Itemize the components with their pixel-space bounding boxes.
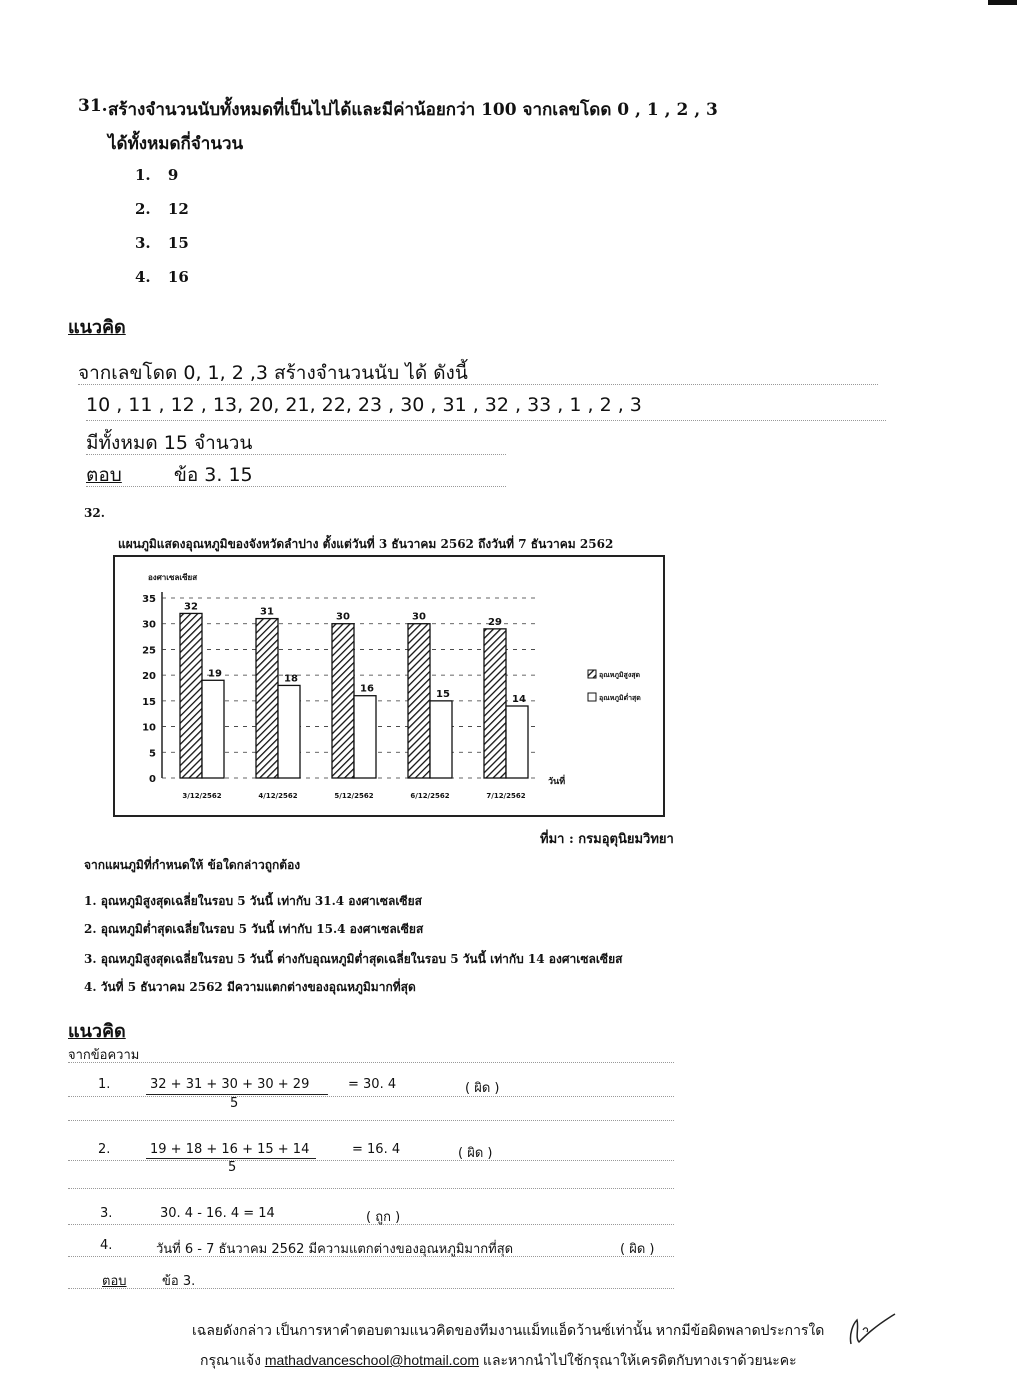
choice-text: 15 <box>167 234 189 252</box>
y-tick-label: 15 <box>142 696 156 708</box>
sol32-item2-denominator: 5 <box>228 1160 237 1175</box>
choice-num: 4. <box>135 268 151 286</box>
bar-min-temp <box>202 680 224 778</box>
data-label: 29 <box>488 616 502 628</box>
y-tick-label: 5 <box>149 748 156 760</box>
sol32-intro: จากข้อความ <box>68 1044 674 1063</box>
bar-min-temp <box>354 696 376 778</box>
bar-max-temp <box>256 619 278 778</box>
y-tick-label: 10 <box>142 722 156 734</box>
q32-number: 32. <box>84 506 105 520</box>
data-label: 15 <box>436 688 450 700</box>
x-tick-label: 7/12/2562 <box>486 792 526 800</box>
choice-text: 9 <box>167 166 179 184</box>
sol31-heading: แนวคิด <box>68 317 126 338</box>
sol32-item2-result: = 16. 4 <box>352 1142 401 1157</box>
chart-title: แผนภูมิแสดงอุณหภูมิของจังหวัดลำปาง ตั้งแต่วันที่ 3 ธันวาคม 2562 ถึงวันที่ 7 ธันวาคม 2562 <box>118 537 614 551</box>
footer-line2 <box>200 1350 797 1372</box>
sol32-item4-num: 4. <box>100 1238 113 1253</box>
sol32-item3-num: 3. <box>100 1206 113 1221</box>
temperature-chart <box>110 552 670 832</box>
q32-choice-4: 4. วันที่ 5 ธันวาคม 2562 มีความแตกต่างของอุณหภูมิมากที่สุด <box>84 980 416 994</box>
bar-max-temp <box>484 629 506 778</box>
data-label: 31 <box>260 606 274 618</box>
choice-num: 1. <box>135 166 151 184</box>
q32-prompt: จากแผนภูมิที่กำหนดให้ ข้อใดกล่าวถูกต้อง <box>84 858 301 872</box>
data-label: 14 <box>512 694 526 705</box>
q32-choice-2: 2. อุณหภูมิต่ำสุดเฉลี่ยในรอบ 5 วันนี้ เท่ากับ 15.4 องศาเซลเซียส <box>84 922 424 936</box>
sol32-item1-result: = 30. 4 <box>348 1077 397 1092</box>
choice-num: 2. <box>135 200 151 218</box>
data-label: 30 <box>412 611 426 623</box>
q31-number: 31. <box>78 96 108 116</box>
bar-min-temp <box>430 701 452 778</box>
fraction-bar <box>146 1094 328 1095</box>
bar-max-temp <box>408 624 430 778</box>
sol32-answer-line <box>68 1270 674 1289</box>
y-tick-label: 30 <box>142 619 156 631</box>
answer-label: ตอบ <box>86 464 122 486</box>
sol32-answer-text: ข้อ 3. <box>162 1274 196 1289</box>
choice-text: 16 <box>167 268 189 286</box>
y-tick-label: 0 <box>149 774 156 785</box>
q32-choice-1: 1. อุณหภูมิสูงสุดเฉลี่ยในรอบ 5 วันนี้ เท่ากับ 31.4 องศาเซลเซียส <box>84 894 422 908</box>
bar-min-temp <box>278 685 300 778</box>
sol32-item2-verdict: ( ผิด ) <box>458 1146 493 1161</box>
y-tick-label: 20 <box>142 671 156 683</box>
x-tick-label: 6/12/2562 <box>410 792 450 800</box>
sol32-item4-verdict: ( ผิด ) <box>620 1242 655 1257</box>
corner-mark <box>988 0 1017 5</box>
sol32-item2-numerator: 19 + 18 + 16 + 15 + 14 <box>150 1142 310 1157</box>
sol32-item3-text: 30. 4 - 16. 4 = 14 <box>160 1206 275 1221</box>
q31-choice-3 <box>135 234 189 252</box>
sol32-item3-verdict: ( ถูก ) <box>366 1210 401 1225</box>
q31-line2: ได้ทั้งหมดกี่จำนวน <box>108 134 244 154</box>
chart-legend <box>588 670 641 703</box>
footer-credit-text: และหากนำไปใช้กรุณาให้เครดิตกับทางเราด้วยนะคะ <box>482 1352 797 1368</box>
data-label: 16 <box>360 683 374 695</box>
chart-source: ที่มา : กรมอุตุนิยมวิทยา <box>540 832 674 847</box>
y-tick-label: 35 <box>142 594 156 605</box>
dotted-line <box>68 1110 674 1121</box>
sol32-item1-num: 1. <box>98 1077 111 1092</box>
sol31-line3: มีทั้งหมด 15 จำนวน <box>86 428 506 455</box>
sol32-item4-text: วันที่ 6 - 7 ธันวาคม 2562 มีความแตกต่างของอุณหภูมิมากที่สุด <box>156 1242 514 1257</box>
data-label: 19 <box>208 668 222 680</box>
legend-label-max: อุณหภูมิสูงสุด <box>599 671 641 679</box>
sol32-heading: แนวคิด <box>68 1021 126 1042</box>
legend-swatch-max <box>588 670 596 678</box>
bar-max-temp <box>180 613 202 778</box>
q31-line1: สร้างจำนวนนับทั้งหมดที่เป็นไปได้และมีค่าน้อยกว่า 100 จากเลขโดด 0 , 1 , 2 , 3 <box>108 100 718 120</box>
x-tick-label: 5/12/2562 <box>334 792 374 800</box>
legend-label-min: อุณหภูมิต่ำสุด <box>599 694 641 702</box>
footer-line1: เฉลยดังกล่าว เป็นการหาคำตอบตามแนวคิดของทีมงานแม็ทแอ็ดว้านซ์เท่านั้น หากมีข้อผิดพลาดประการใด <box>192 1322 825 1338</box>
x-tick-label: 3/12/2562 <box>182 792 222 800</box>
choice-num: 3. <box>135 234 151 252</box>
q32-choice-3: 3. อุณหภูมิสูงสุดเฉลี่ยในรอบ 5 วันนี้ ต่างกับอุณหภูมิต่ำสุดเฉลี่ยในรอบ 5 วันนี้ เท่ากับ 14 องศาเซลเซียส <box>84 952 623 966</box>
dotted-line <box>68 1178 674 1189</box>
data-label: 30 <box>336 611 350 623</box>
sol32-item1-numerator: 32 + 31 + 30 + 30 + 29 <box>150 1077 310 1092</box>
sol32-item1-verdict: ( ผิด ) <box>465 1081 500 1096</box>
footer-email-link[interactable]: mathadvanceschool@hotmail.com <box>264 1352 480 1368</box>
sol32-answer-label: ตอบ <box>102 1274 127 1289</box>
q31-choice-4 <box>135 268 189 286</box>
q31-choice-2 <box>135 200 189 218</box>
y-axis-label: องศาเซลเซียส <box>148 573 198 582</box>
q31-choice-1 <box>135 166 178 184</box>
fraction-bar <box>146 1158 316 1159</box>
sol31-line1: จากเลขโดด 0, 1, 2 ,3 สร้างจำนวนนับ ได้ ดังนี้ <box>78 358 878 385</box>
data-label: 18 <box>284 673 298 685</box>
bar-max-temp <box>332 624 354 778</box>
sol31-answer <box>86 460 506 487</box>
sol32-item2-num: 2. <box>98 1142 111 1157</box>
answer-text: ข้อ 3. 15 <box>173 464 253 486</box>
legend-swatch-min <box>588 693 596 701</box>
bar-min-temp <box>506 706 528 778</box>
x-axis-label: วันที่ <box>548 777 566 787</box>
sol31-line2: 10 , 11 , 12 , 13, 20, 21, 22, 23 , 30 , 31 , 32 , 33 , 1 , 2 , 3 <box>86 394 886 421</box>
y-tick-label: 25 <box>142 645 156 657</box>
signature-icon <box>845 1306 900 1350</box>
data-label: 32 <box>184 601 198 613</box>
footer-contact-prefix: กรุณาแจ้ง <box>200 1352 261 1368</box>
x-tick-label: 4/12/2562 <box>258 792 298 800</box>
choice-text: 12 <box>167 200 189 218</box>
sol32-item1-denominator: 5 <box>230 1096 239 1111</box>
